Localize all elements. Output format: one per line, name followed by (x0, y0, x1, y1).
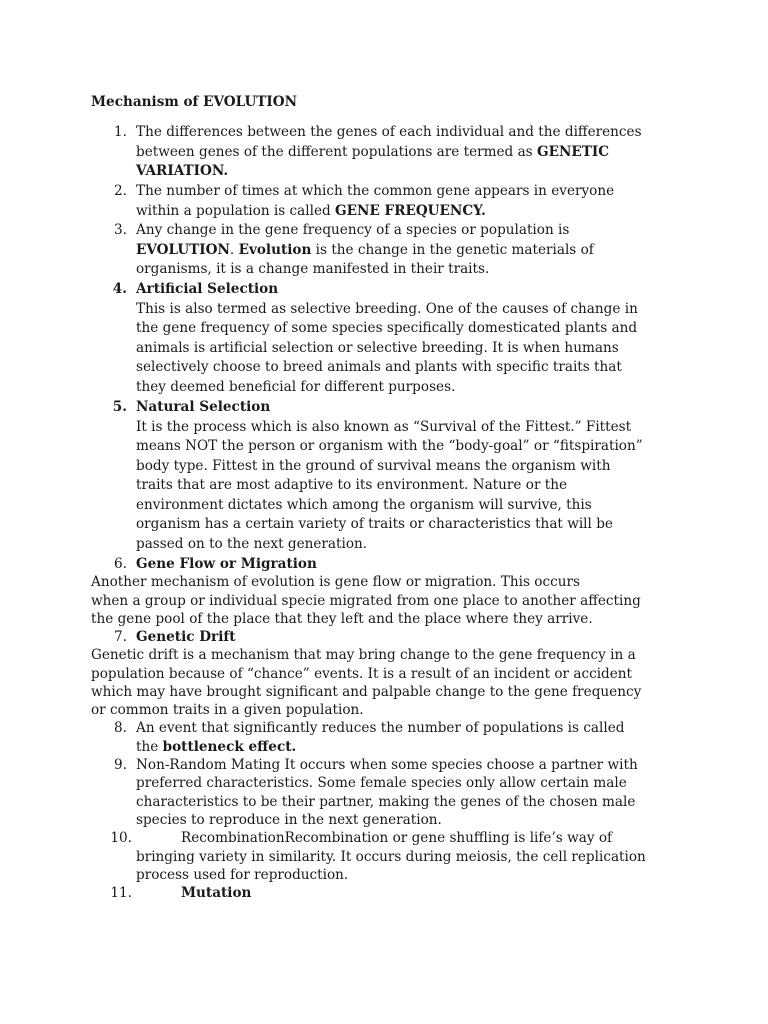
item-5-line: traits that are most adaptive to its environment. Nature or the (136, 477, 568, 493)
item-7-heading: Genetic Drift (136, 629, 236, 645)
document-title: Mechanism of EVOLUTION (91, 94, 298, 110)
item-2-line-2: within a population is called GENE FREQUENCY. (136, 203, 486, 219)
item-7-line: Genetic drift is a mechanism that may bring change to the gene frequency in a (91, 647, 636, 663)
list-number-11: 11. (110, 885, 132, 901)
item-10-line-1: RecombinationRecombination or gene shuffling is life’s way of (181, 830, 613, 846)
item-1-line-1: The differences between the genes of each individual and the differences (136, 124, 642, 140)
item-3-line-2: EVOLUTION. Evolution is the change in the genetic materials of (136, 242, 594, 258)
item-5-line: It is the process which is also known as “Survival of the Fittest.” Fittest (136, 419, 632, 435)
list-number-1: 1. (114, 124, 127, 140)
item-9-line: characteristics to be their partner, making the genes of the chosen male (136, 794, 636, 810)
item-5-line: means NOT the person or organism with the “body-goal” or “fitspiration” (136, 438, 643, 454)
item-5-line: body type. Fittest in the ground of survival means the organism with (136, 458, 611, 474)
item-6-heading: Gene Flow or Migration (136, 556, 317, 572)
item-4-line: This is also termed as selective breeding. One of the causes of change in (136, 301, 638, 317)
list-number-5: 5. (112, 399, 127, 415)
item-6-line: Another mechanism of evolution is gene flow or migration. This occurs (91, 574, 580, 590)
item-10-line-3: process used for reproduction. (136, 867, 349, 883)
item-5-line: passed on to the next generation. (136, 536, 368, 552)
item-5-heading: Natural Selection (136, 399, 271, 415)
item-5-line: environment dictates which among the organism will survive, this (136, 497, 592, 513)
list-number-8: 8. (114, 720, 127, 736)
list-number-3: 3. (114, 222, 127, 238)
item-3-line-3: organisms, it is a change manifested in their traits. (136, 261, 490, 277)
item-8-line-1: An event that significantly reduces the number of populations is called (136, 720, 625, 736)
list-number-9: 9. (114, 757, 127, 773)
item-9-line: Non-Random Mating It occurs when some species choose a partner with (136, 757, 638, 773)
item-6-line: when a group or individual specie migrated from one place to another affecting (91, 593, 641, 609)
item-4-line: they deemed beneficial for different purposes. (136, 379, 456, 395)
item-11-heading: Mutation (181, 885, 252, 901)
item-1-line-2: between genes of the different populations are termed as GENETIC (136, 144, 610, 160)
list-number-4: 4. (112, 281, 127, 297)
list-number-6: 6. (114, 556, 127, 572)
item-8-line-2: the bottleneck effect. (136, 739, 297, 755)
item-10-line-2: bringing variety in similarity. It occurs during meiosis, the cell replication (136, 849, 646, 865)
list-number-2: 2. (114, 183, 127, 199)
item-9-line: preferred characteristics. Some female species only allow certain male (136, 775, 627, 791)
item-5-line: organism has a certain variety of traits or characteristics that will be (136, 516, 613, 532)
item-4-heading: Artificial Selection (136, 281, 279, 297)
item-4-line: the gene frequency of some species specifically domesticated plants and (136, 320, 638, 336)
item-4-line: selectively choose to breed animals and plants with specific traits that (136, 359, 622, 375)
item-7-line: population because of “chance” events. It is a result of an incident or accident (91, 666, 633, 682)
item-7-line: or common traits in a given population. (91, 702, 364, 718)
list-number-10: 10. (110, 830, 132, 846)
item-2-line-1: The number of times at which the common gene appears in everyone (136, 183, 615, 199)
item-1-line-3: VARIATION. (136, 163, 229, 179)
item-9-line: species to reproduce in the next generation. (136, 812, 442, 828)
item-7-line: which may have brought significant and palpable change to the gene frequency (91, 684, 642, 700)
item-6-line: the gene pool of the place that they left and the place where they arrive. (91, 611, 593, 627)
item-4-line: animals is artificial selection or selective breeding. It is when humans (136, 340, 619, 356)
item-3-line-1: Any change in the gene frequency of a species or population is (136, 222, 570, 238)
list-number-7: 7. (114, 629, 127, 645)
